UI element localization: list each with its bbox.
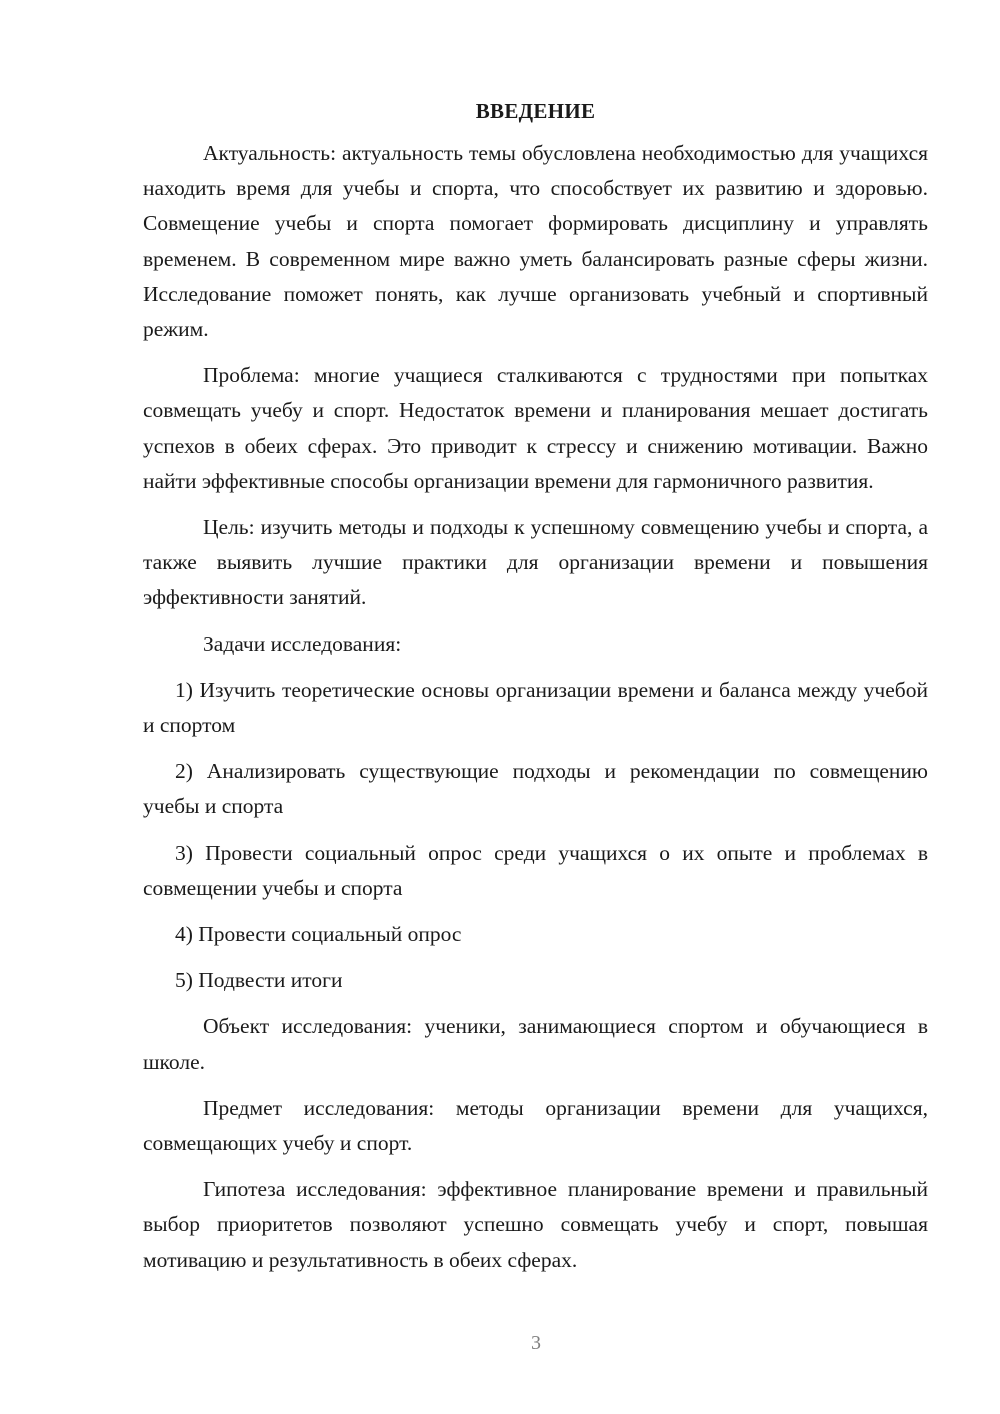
- tasks-heading: Задачи исследования:: [203, 631, 402, 656]
- task-item-1: 1) Изучить теоретические основы организации времени и баланса между учебой и спортом: [143, 677, 928, 738]
- relevance-paragraph: Актуальность: актуальность темы обусловлена необходимостью для учащихся находить время для учебы и спорта, что способствует их развитию и здоровью. Совмещение учебы и спорта помогает формировать дисциплину и управлять временем. В современном мире важно уметь балансировать разные сферы жизни. Исследование поможет понять, как лучше организовать учебный и спортивный режим.: [143, 141, 928, 342]
- problem-paragraph: Проблема: многие учащиеся сталкиваются с трудностями при попытках совмещать учебу и спорт. Недостаток времени и планирования мешает достигать успехов в обеих сферах. Это приводит к стрессу и снижению мотивации. Важно найти эффективные способы организации времени для гармоничного развития.: [143, 363, 928, 493]
- task-item-2: 2) Анализировать существующие подходы и рекомендации по совмещению учебы и спорта: [143, 759, 928, 819]
- document-page: [143, 96, 928, 1289]
- task-item-5: 5) Подвести итоги: [175, 968, 343, 993]
- goal-paragraph: Цель: изучить методы и подходы к успешному совмещению учебы и спорта, а также выявить лучшие практики для организации времени и повышения эффективности занятий.: [143, 515, 928, 610]
- task-item-4: 4) Провести социальный опрос: [175, 922, 462, 947]
- object-paragraph: Объект исследования: ученики, занимающиеся спортом и обучающиеся в школе.: [143, 1014, 928, 1074]
- task-item-3: 3) Провести социальный опрос среди учащихся о их опыте и проблемах в совмещении учебы и спорта: [143, 840, 928, 900]
- page-number: 3: [531, 1332, 541, 1354]
- hypothesis-paragraph: Гипотеза исследования: эффективное планирование времени и правильный выбор приоритетов позволяют успешно совмещать учебу и спорт, повышая мотивацию и результативность в обеих сферах.: [143, 1177, 928, 1272]
- section-title: ВВЕДЕНИЕ: [475, 99, 596, 123]
- tasks-list: [143, 673, 928, 999]
- subject-paragraph: Предмет исследования: методы организации времени для учащихся, совмещающих учебу и спорт.: [143, 1095, 928, 1156]
